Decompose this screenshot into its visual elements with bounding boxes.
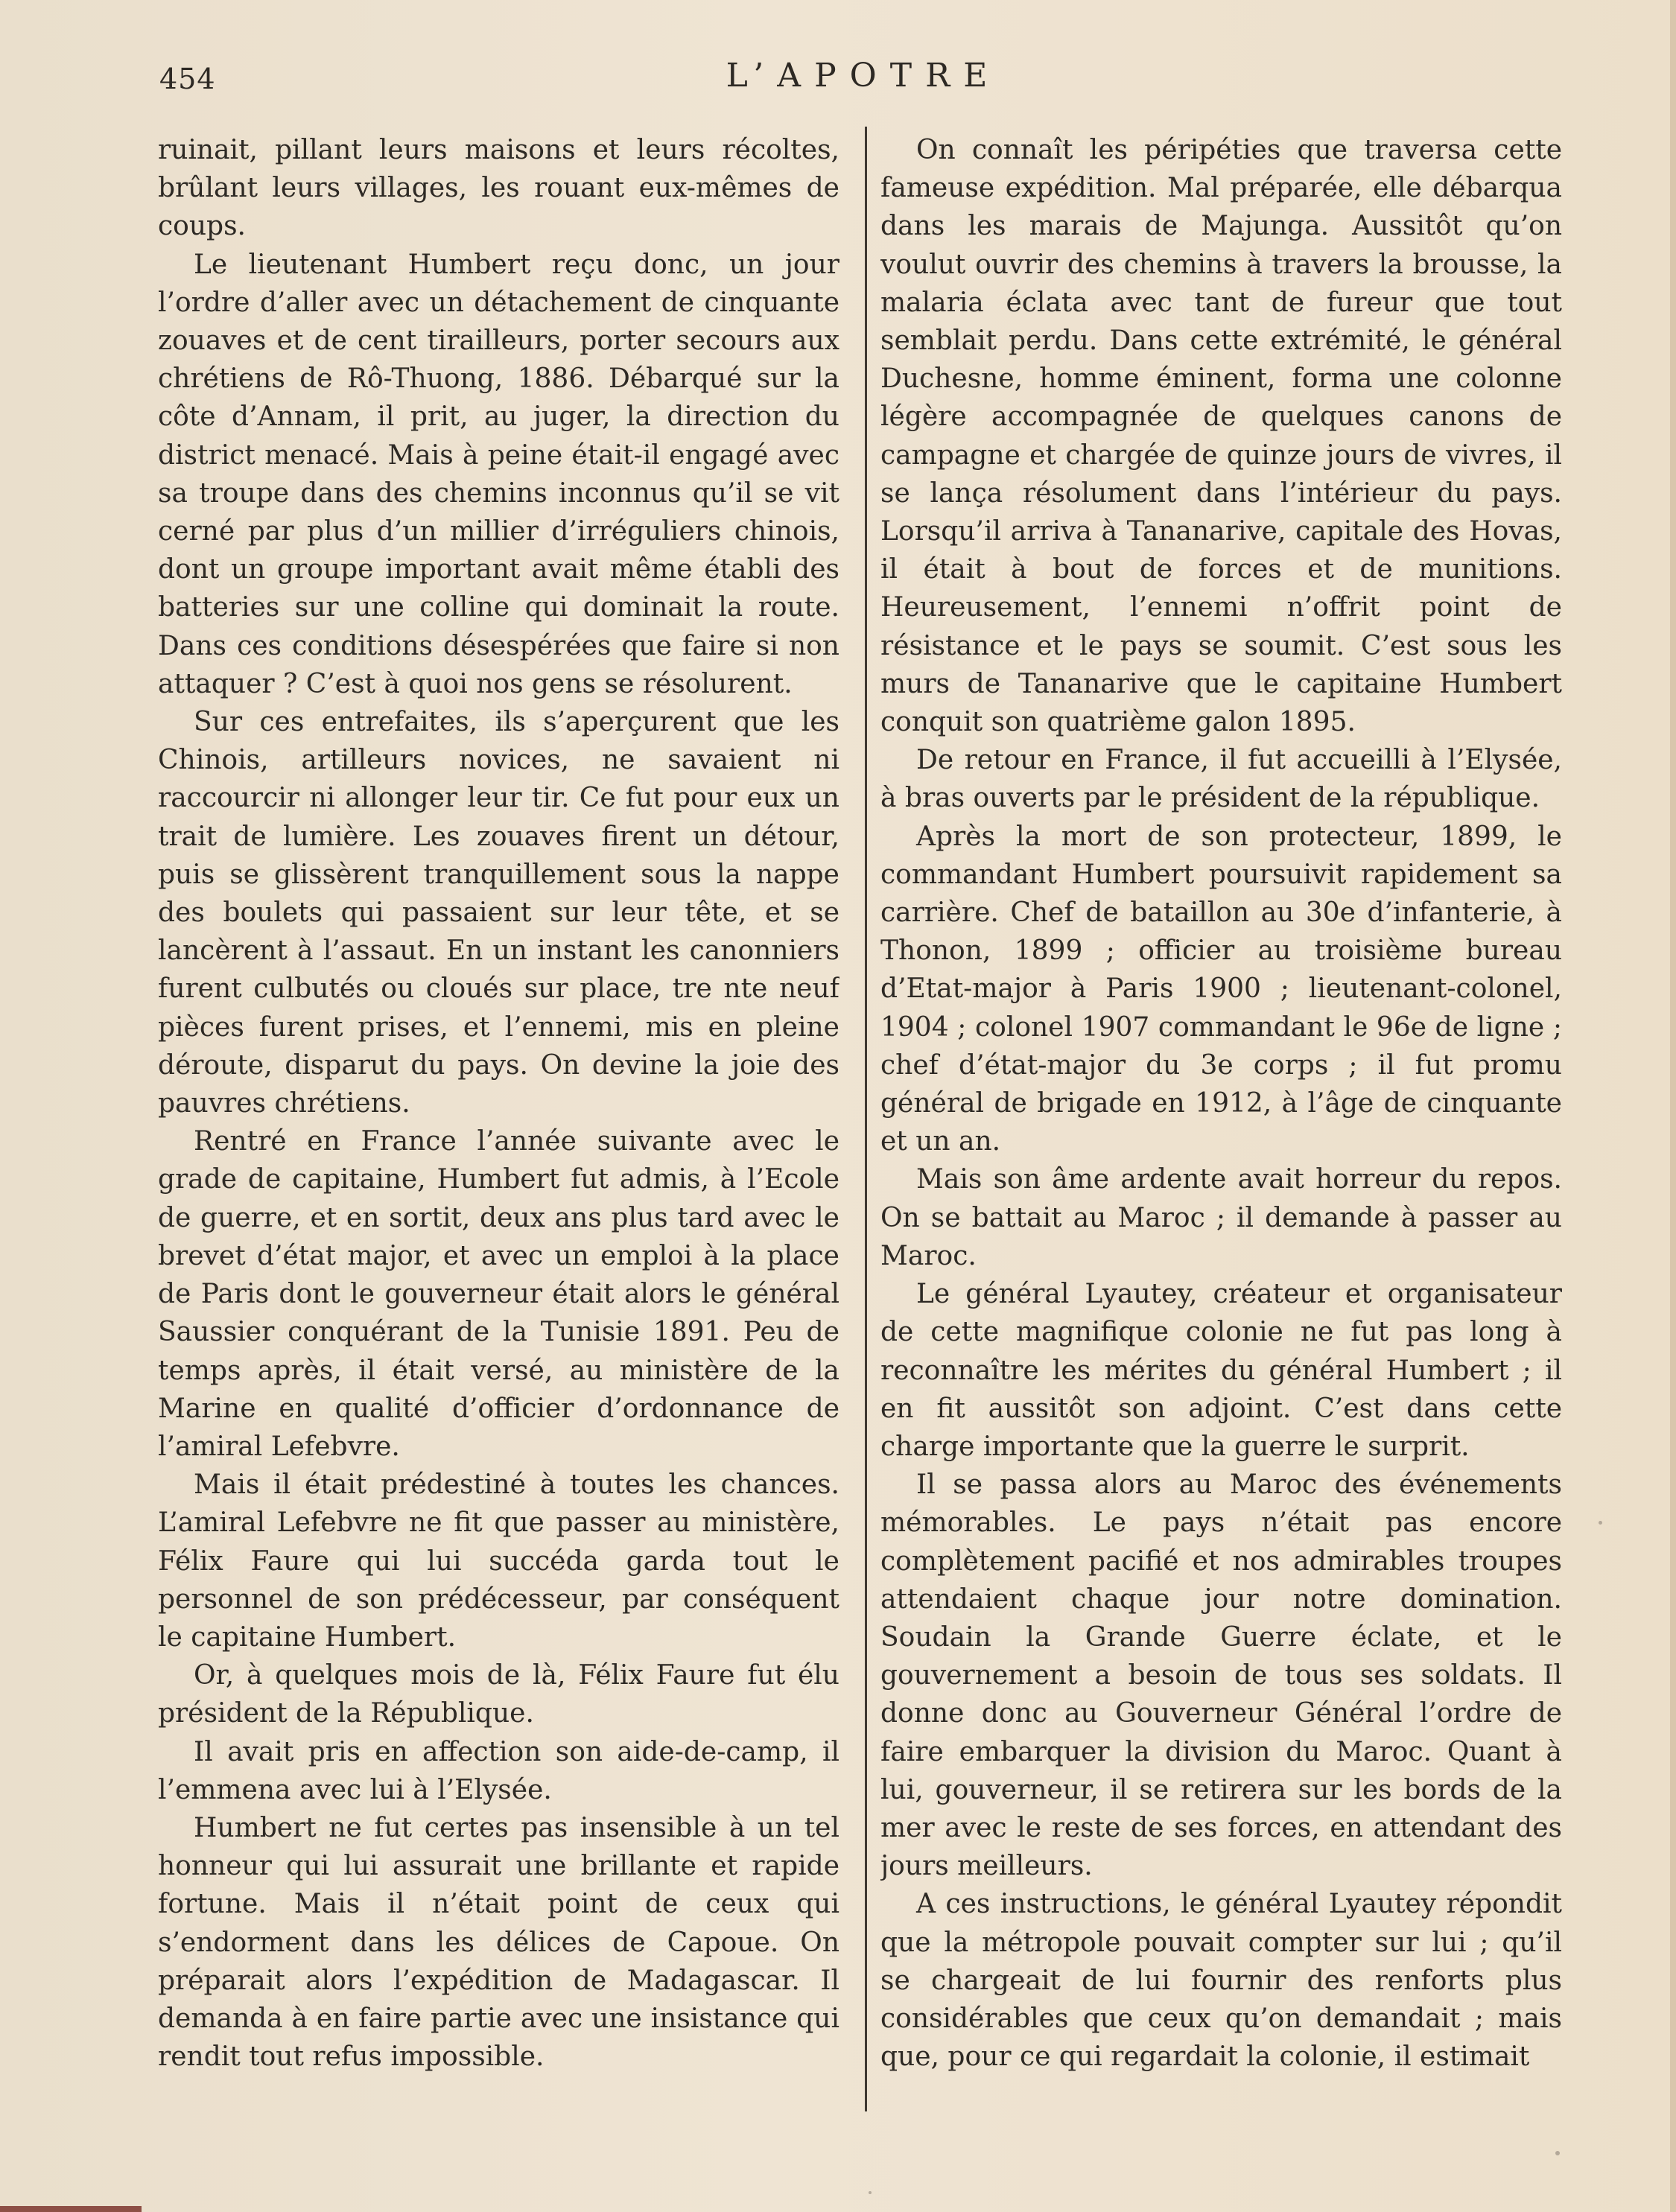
paper-mark <box>1599 1521 1602 1525</box>
page-number: 454 <box>159 63 216 95</box>
right-text-column <box>880 131 1562 2105</box>
page-edge <box>1670 0 1676 2212</box>
column-divider <box>865 127 867 2111</box>
paragraph-left-7: Il avait pris en affection son aide-de-camp, il l’emmena avec lui à l’Elysée. <box>158 1736 839 1805</box>
page-header <box>159 57 1567 101</box>
left-text-column <box>158 131 839 2105</box>
paper-mark <box>1555 2151 1560 2155</box>
paragraph-left-8: Humbert ne fut certes pas insensible à un tel honneur qui lui assurait une brillante et rapide fortune. Mais il n’était point de ceux qui s’endorment dans les délices de Capoue. On préparait alors l’expédition de Madagascar. Il demanda à en faire partie avec une insistance qui rendit tout refus impossible. <box>158 1812 839 2073</box>
paragraph-left-3: Sur ces entrefaites, ils s’aperçurent que les Chinois, artilleurs novices, ne savaient ni raccourcir ni allonger leur tir. Ce fut pour eux un trait de lumière. Les zouaves firent un détour, puis se glissèrent tranquillement sous la nappe des boulets qui passaient sur leur tête, et se lancèrent à l’assaut. En un instant les canonniers furent culbutés ou cloués sur place, tre nte neuf pièces furent prises, et l’ennemi, mis en pleine déroute, disparut du pays. On devine la joie des pauvres chrétiens. <box>158 707 839 1119</box>
paragraph-left-1: ruinait, pillant leurs maisons et leurs récoltes, brûlant leurs villages, les rouant eux-mêmes de coups. <box>158 135 839 242</box>
paragraph-left-5: Mais il était prédestiné à toutes les chances. L’amiral Lefebvre ne fit que passer au ministère, Félix Faure qui lui succéda garda tout le personnel de son prédécesseur, par conséquent le capitaine Humbert. <box>158 1469 839 1653</box>
page-bottom-edge <box>0 2206 142 2212</box>
paragraph-right-5: Le général Lyautey, créateur et organisateur de cette magnifique colonie ne fut pas long à reconnaître les mérites du général Humbert ; il en fit aussitôt son adjoint. C’est dans cette charge importante que la guerre le surprit. <box>880 1279 1562 1462</box>
paragraph-right-7: A ces instructions, le général Lyautey répondit que la métropole pouvait compter sur lui ; qu’il se chargeait de lui fournir des renforts plus considérables que ceux qu’on demandait ; mais que, pour ce qui regardait la colonie, il estimait <box>880 1889 1562 2073</box>
paragraph-right-4: Mais son âme ardente avait horreur du repos. On se battait au Maroc ; il demande à passer au Maroc. <box>880 1164 1562 1271</box>
running-title: L’APOTRE <box>726 57 1001 95</box>
paragraph-left-4: Rentré en France l’année suivante avec le grade de capitaine, Humbert fut admis, à l’Ecole de guerre, et en sortit, deux ans plus tard avec le brevet d’état major, et avec un emploi à la place de Paris dont le gouverneur était alors le général Saussier conquérant de la Tunisie 1891. Peu de temps après, il était versé, au ministère de la Marine en qualité d’officier d’ordonnance de l’amiral Lefebvre. <box>158 1126 839 1462</box>
paragraph-right-6: Il se passa alors au Maroc des événements mémorables. Le pays n’était pas encore complètement pacifié et nos admirables troupes attendaient chaque jour notre domination. Soudain la Grande Guerre éclate, et le gouvernement a besoin de tous ses soldats. Il donne donc au Gouverneur Général l’ordre de faire embarquer la division du Maroc. Quant à lui, gouverneur, il se retirera sur les bords de la mer avec le reste de ses forces, en attendant des jours meilleurs. <box>880 1469 1562 1882</box>
paper-mark <box>869 2191 872 2194</box>
paragraph-left-6: Or, à quelques mois de là, Félix Faure fut élu président de la République. <box>158 1660 839 1729</box>
paragraph-right-2: De retour en France, il fut accueilli à l’Elysée, à bras ouverts par le président de la république. <box>880 745 1562 814</box>
paragraph-right-3: Après la mort de son protecteur, 1899, le commandant Humbert poursuivit rapidement sa carrière. Chef de bataillon au 30e d’infanterie, à Thonon, 1899 ; officier au troisième bureau d’Etat-major à Paris 1900 ; lieutenant-colonel, 1904 ; colonel 1907 commandant le 96e de ligne ; chef d’état-major du 3e corps ; il fut promu général de brigade en 1912, à l’âge de cinquante et un an. <box>880 821 1562 1157</box>
paragraph-right-1: On connaît les péripéties que traversa cette fameuse expédition. Mal préparée, elle débarqua dans les marais de Majunga. Aussitôt qu’on voulut ouvrir des chemins à travers la brousse, la malaria éclata avec tant de fureur que tout semblait perdu. Dans cette extrémité, le général Duchesne, homme éminent, forma une colonne légère accompagnée de quelques canons de campagne et chargée de quinze jours de vivres, il se lança résolument dans l’intérieur du pays. Lorsqu’il arriva à Tananarive, capitale des Hovas, il était à bout de forces et de munitions. Heureusement, l’ennemi n’offrit point de résistance et le pays se soumit. C’est sous les murs de Tananarive que le capitaine Humbert conquit son quatrième galon 1895. <box>880 135 1562 738</box>
paragraph-left-2: Le lieutenant Humbert reçu donc, un jour l’ordre d’aller avec un détachement de cinquante zouaves et de cent tirailleurs, porter secours aux chrétiens de Rô-Thuong, 1886. Débarqué sur la côte d’Annam, il prit, au juger, la direction du district menacé. Mais à peine était-il engagé avec sa troupe dans des chemins inconnus qu’il se vit cerné par plus d’un millier d’irréguliers chinois, dont un groupe important avait même établi des batteries sur une colline qui dominait la route. Dans ces conditions désespérées que faire si non attaquer ? C’est à quoi nos gens se résolurent. <box>158 249 839 699</box>
